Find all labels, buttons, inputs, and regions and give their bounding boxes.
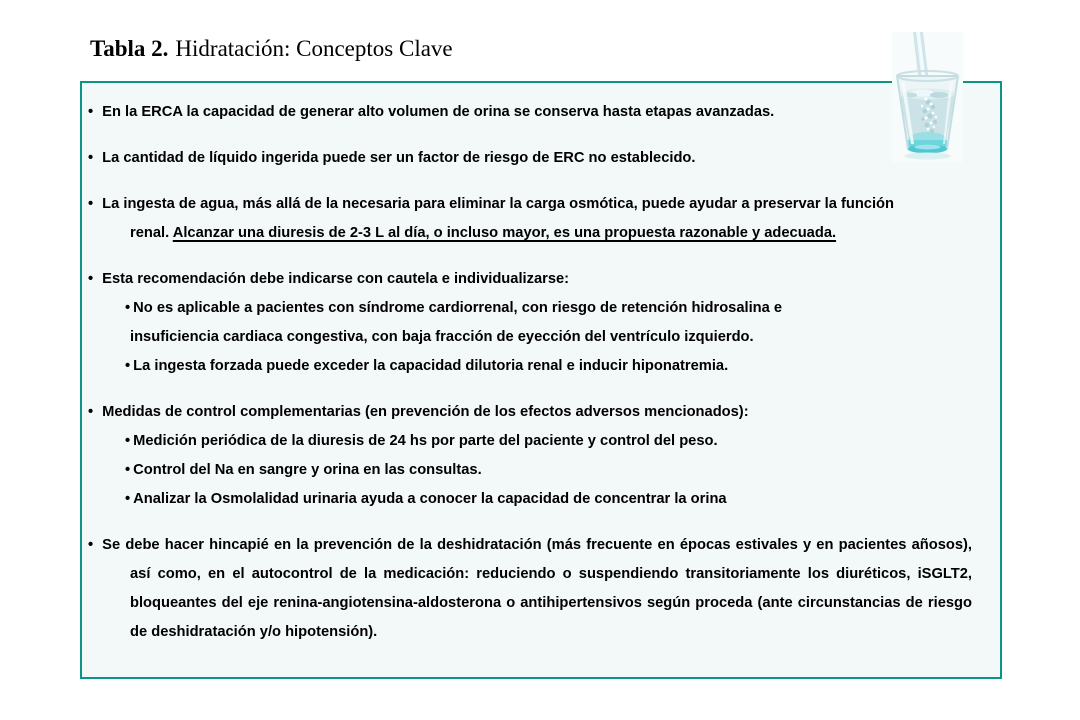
bullet-item: [88, 98, 972, 127]
bullet-icon: •: [125, 433, 131, 449]
bullet-item: [88, 398, 972, 427]
bullet-icon: •: [88, 404, 94, 420]
bullet-item: [88, 190, 972, 248]
item-text: La ingesta forzada puede exceder la capacidad dilutoria renal e inducir hiponatremia.: [133, 358, 729, 374]
table-title-prefix: Tabla 2.: [90, 36, 169, 61]
item-text: Se debe hacer hincapié en la prevención de la deshidratación (más frecuente en épocas estivales y en pacientes añosos), así como, en el autocontrol de la medicación: reduciendo o suspendiendo transitoriamente los diuréticos, iSGLT2, bloqueantes del eje renina-angiotensina-aldosterona o antihipertensivos según proceda (ante circunstancias de riesgo de deshidratación y/o hipotensión).: [102, 537, 972, 640]
item-text: En la ERCA la capacidad de generar alto volumen de orina se conserva hasta etapas avanzadas.: [102, 104, 775, 120]
item-text: No es aplicable a pacientes con síndrome cardiorrenal, con riesgo de retención hidrosalina e: [133, 300, 783, 316]
bullet-item: [88, 531, 972, 647]
table-title: [90, 34, 453, 64]
bullet-icon: •: [125, 300, 131, 316]
sub-bullet-item: [88, 485, 972, 514]
bullet-icon: •: [125, 462, 131, 478]
bullet-icon: •: [125, 358, 131, 374]
bullet-icon: •: [125, 491, 131, 507]
item-text: Control del Na en sangre y orina en las consultas.: [133, 462, 482, 478]
item-text: insuficiencia cardiaca congestiva, con baja fracción de eyección del ventrículo izquierdo.: [130, 329, 754, 345]
bullet-icon: •: [88, 196, 94, 212]
key-concepts-box: [80, 81, 1002, 679]
sub-bullet-item: [88, 294, 972, 352]
item-text: Medidas de control complementarias (en prevención de los efectos adversos mencionados):: [102, 404, 749, 420]
bullet-list: [82, 83, 1000, 647]
bullet-icon: •: [88, 537, 94, 553]
sub-bullet-item: [88, 456, 972, 485]
table-title-text: Hidratación: Conceptos Clave: [175, 36, 453, 61]
bullet-icon: •: [88, 271, 94, 287]
water-glass-image: [892, 32, 963, 162]
bullet-icon: •: [88, 104, 94, 120]
item-text: La cantidad de líquido ingerida puede ser un factor de riesgo de ERC no establecido.: [102, 150, 696, 166]
bullet-item: [88, 144, 972, 173]
item-text: Alcanzar una diuresis de 2-3 L al día, o incluso mayor, es una propuesta razonable y adecuada.: [172, 225, 837, 241]
item-text: Analizar la Osmolalidad urinaria ayuda a conocer la capacidad de concentrar la orina: [133, 491, 727, 507]
sub-bullet-item: [88, 352, 972, 381]
item-text: renal.: [130, 225, 173, 241]
item-text: Esta recomendación debe indicarse con cautela e individualizarse:: [102, 271, 570, 287]
sub-bullet-item: [88, 427, 972, 456]
bullet-icon: •: [88, 150, 94, 166]
pouring-water-icon: [892, 32, 963, 162]
item-text: Medición periódica de la diuresis de 24 hs por parte del paciente y control del peso.: [133, 433, 718, 449]
item-text: La ingesta de agua, más allá de la necesaria para eliminar la carga osmótica, puede ayudar a preservar la función: [102, 196, 894, 212]
bullet-item: [88, 265, 972, 294]
